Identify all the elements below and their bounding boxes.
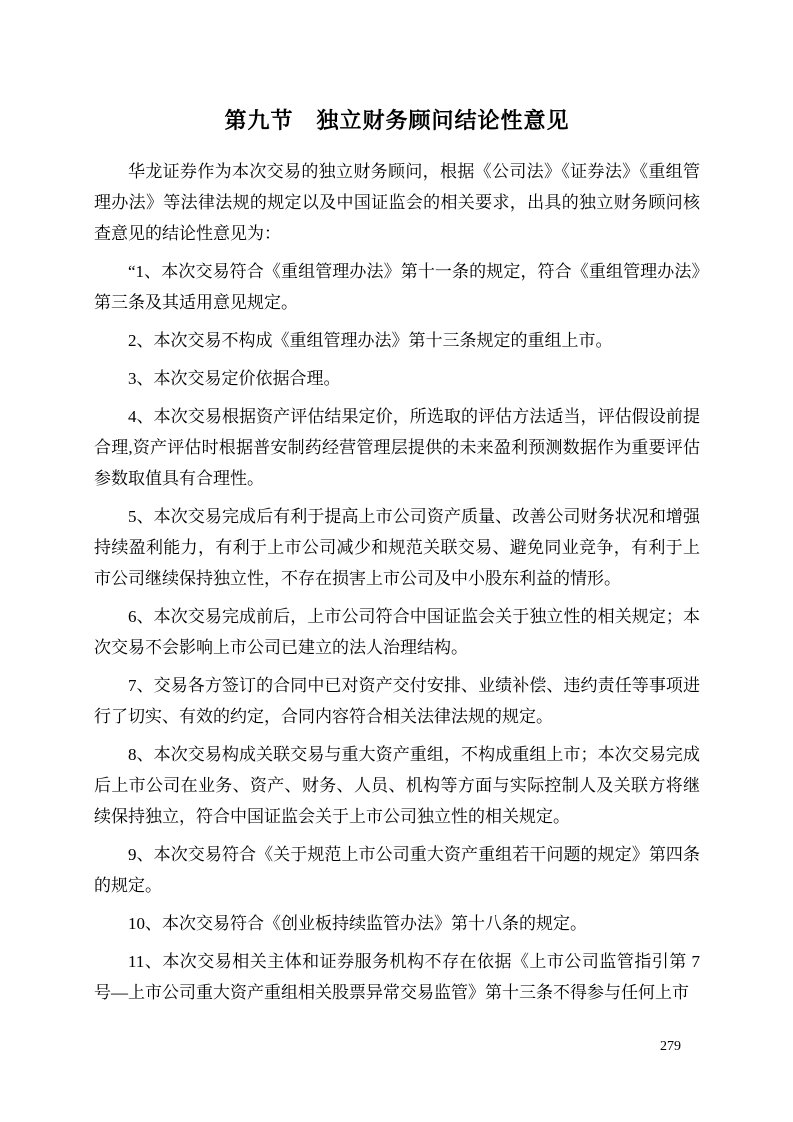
paragraph-intro: 华龙证券作为本次交易的独立财务顾问，根据《公司法》《证券法》《重组管理办法》等法律法规的规定以及中国证监会的相关要求，出具的独立财务顾问核查意见的结论性意见为： [94,162,700,243]
paragraph-item-11: 11、本次交易相关主体和证券服务机构不存在依据《上市公司监管指引第 7 号—上市公司重大资产重组相关股票异常交易监管》第十三条不得参与任何上市 [94,952,700,1002]
paragraph-item-1: “1、本次交易符合《重组管理办法》第十一条的规定，符合《重组管理办法》第三条及其适用意见规定。 [94,262,700,312]
paragraph-item-4: 4、本次交易根据资产评估结果定价，所选取的评估方法适当，评估假设前提合理,资产评估时根据普安制药经营管理层提供的未来盈利预测数据作为重要评估参数取值具有合理性。 [94,407,700,488]
paragraph-item-3: 3、本次交易定价依据合理。 [128,369,341,388]
paragraph-item-9: 9、本次交易符合《关于规范上市公司重大资产重组若干问题的规定》第四条的规定。 [94,845,700,895]
paragraph-item-8: 8、本次交易构成关联交易与重大资产重组，不构成重组上市；本次交易完成后上市公司在业务、资产、财务、人员、机构等方面与实际控制人及关联方将继续保持独立，符合中国证监会关于上市公司独立性的相关规定。 [94,745,700,826]
paragraph-item-10: 10、本次交易符合《创业板持续监管办法》第十八条的规定。 [128,914,587,933]
section-title: 第九节 独立财务顾问结论性意见 [224,108,570,133]
document-content [94,106,700,1015]
page-number: 279 [660,1039,681,1054]
paragraph-item-5: 5、本次交易完成后有利于提高上市公司资产质量、改善公司财务状况和增强持续盈利能力，有利于上市公司减少和规范关联交易、避免同业竞争，有利于上市公司继续保持独立性，不存在损害上市公司及中小股东利益的情形。 [94,507,700,588]
paragraph-item-7: 7、交易各方签订的合同中已对资产交付安排、业绩补偿、违约责任等事项进行了切实、有效的约定，合同内容符合相关法律法规的规定。 [94,676,700,726]
paragraph-item-2: 2、本次交易不构成《重组管理办法》第十三条规定的重组上市。 [128,331,613,350]
paragraph-item-6: 6、本次交易完成前后，上市公司符合中国证监会关于独立性的相关规定；本次交易不会影响上市公司已建立的法人治理结构。 [94,607,700,657]
